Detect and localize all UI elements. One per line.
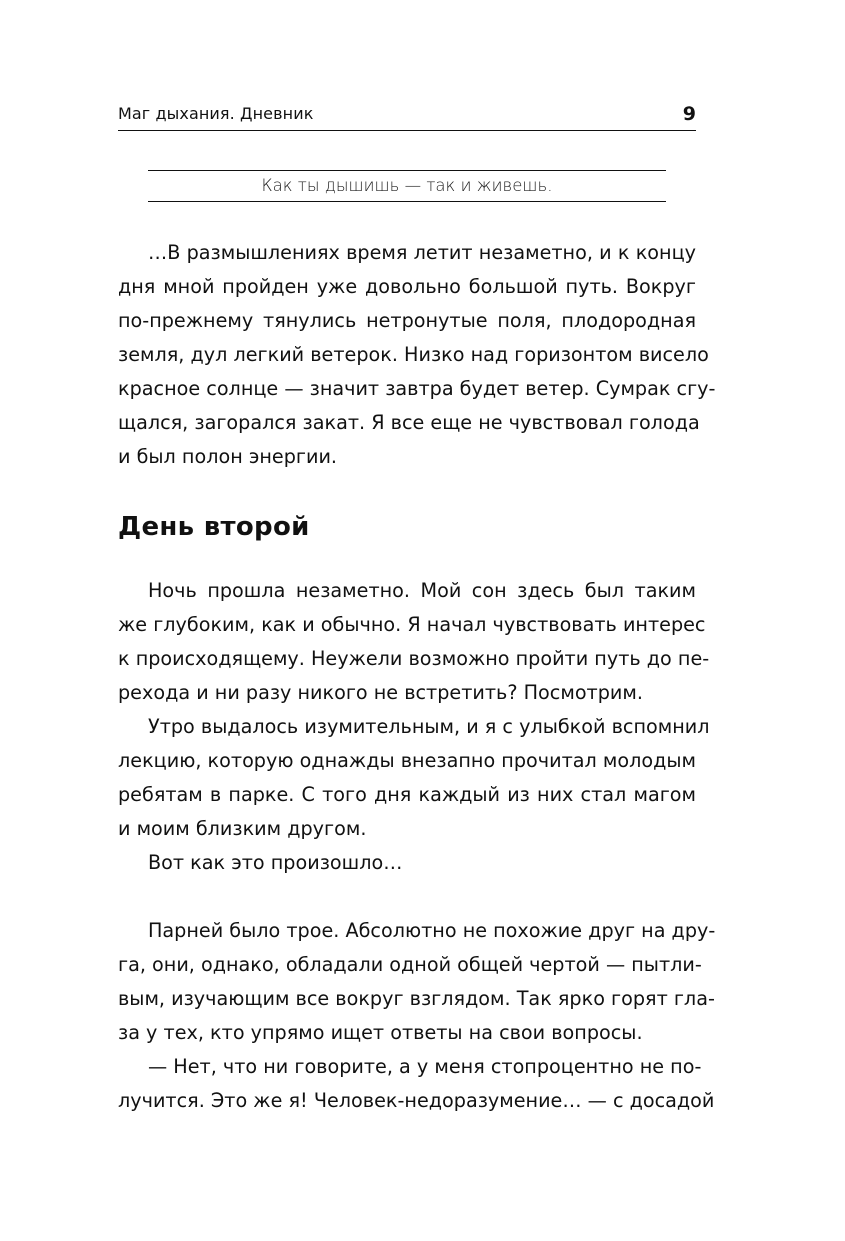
epigraph: Как ты дышишь — так и живешь. — [148, 170, 666, 202]
text-line: га, они, однако, обладали одной общей чертой — пытли- — [118, 953, 702, 976]
text-line: лучится. Это же я! Человек-недоразумение… — с досадой — [118, 1089, 715, 1112]
paragraph-2 — [118, 574, 710, 710]
text-line: щался, загорался закат. Я все еще не чувствовал голода — [118, 411, 700, 434]
paragraph-6 — [118, 1050, 715, 1118]
section-heading: День второй — [118, 512, 310, 542]
text-line: рехода и ни разу никого не встретить? Посмотрим. — [118, 681, 643, 704]
text-line: …В размышлениях время летит незаметно, и к концу — [148, 241, 696, 264]
text-line: вым, изучающим все вокруг взглядом. Так ярко горят гла- — [118, 987, 715, 1010]
text-line: за у тех, кто упрямо ищет ответы на свои вопросы. — [118, 1021, 643, 1044]
text-line: лекцию, которую однажды внезапно прочитал молодым — [118, 749, 696, 772]
text-line: Ночь прошла незаметно. Мой сон здесь был таким — [148, 579, 696, 602]
paragraph-5 — [118, 914, 716, 1050]
running-title: Маг дыхания. Дневник — [118, 104, 314, 123]
text-line: же глубоким, как и обычно. Я начал чувствовать интерес — [118, 613, 706, 636]
page-number: 9 — [682, 103, 696, 125]
text-line: земля, дул легкий ветерок. Низко над горизонтом висело — [118, 343, 709, 366]
text-line: дня мной пройден уже довольно большой путь. Вокруг — [118, 275, 696, 298]
text-line: Парней было трое. Абсолютно не похожие друг на дру- — [148, 919, 716, 942]
text-line: — Нет, что ни говорите, а у меня стопроцентно не по- — [148, 1055, 702, 1078]
text-line: красное солнце — значит завтра будет ветер. Сумрак сгу- — [118, 377, 716, 400]
running-head — [118, 96, 696, 131]
paragraph-1 — [118, 236, 716, 474]
paragraph-4 — [118, 846, 696, 880]
text-line: по-прежнему тянулись нетронутые поля, плодородная — [118, 309, 696, 332]
text-line: и моим близким другом. — [118, 817, 367, 840]
text-line: Вот как это произошло… — [148, 851, 403, 874]
text-line: и был полон энергии. — [118, 445, 338, 468]
text-line: ребятам в парке. С того дня каждый из них стал магом — [118, 783, 696, 806]
paragraph-3 — [118, 710, 710, 846]
text-line: Утро выдалось изумительным, и я с улыбкой вспомнил — [148, 715, 710, 738]
text-line: к происходящему. Неужели возможно пройти путь до пе- — [118, 647, 710, 670]
